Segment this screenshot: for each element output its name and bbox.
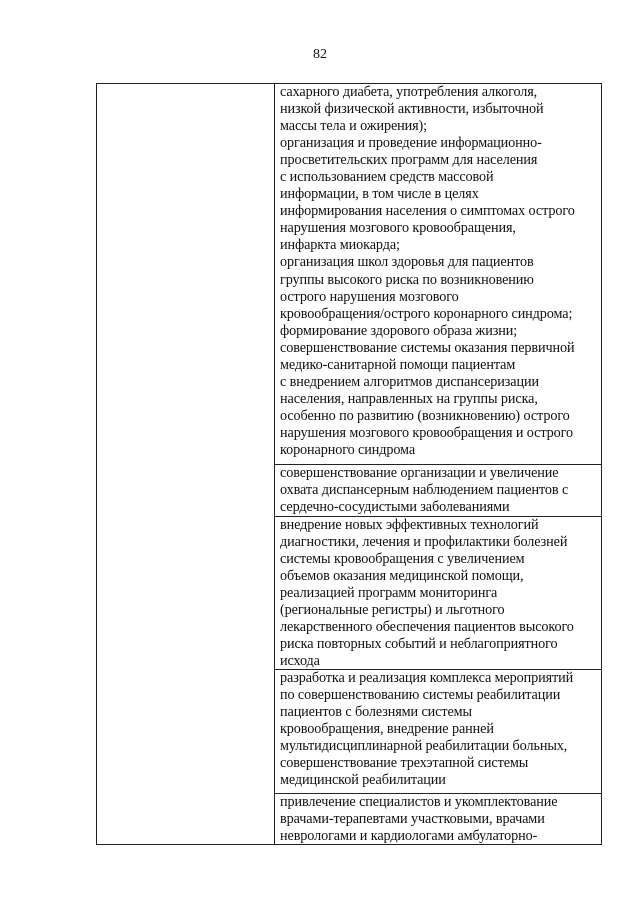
text-line: (региональные регистры) и льготного	[280, 602, 505, 619]
text-line: формирование здорового образа жизни;	[280, 322, 518, 339]
text-line: пациентов с болезнями системы	[280, 704, 472, 721]
text-line: с использованием средств массовой	[280, 169, 494, 186]
text-line: информации, в том числе в целях	[280, 186, 479, 203]
text-line: информирования населения о симптомах острого	[280, 203, 575, 220]
page-number: 82	[313, 47, 327, 62]
text-line: организация и проведение информационно-	[280, 135, 542, 152]
text-line: с внедрением алгоритмов диспансеризации	[280, 373, 539, 390]
text-line: диагностики, лечения и профилактики болезней	[280, 534, 568, 551]
text-line: риска повторных событий и неблагоприятного	[280, 636, 558, 653]
text-line: острого нарушения мозгового	[280, 288, 459, 305]
text-line: мультидисциплинарной реабилитации больных,	[280, 738, 568, 755]
text-line: кровообращения, внедрение ранней	[280, 721, 494, 738]
text-line: по совершенствованию системы реабилитации	[280, 687, 561, 704]
table-row	[275, 84, 601, 464]
text-line: населения, направленных на группы риска,	[280, 390, 538, 407]
text-line: нарушения мозгового кровообращения,	[280, 220, 516, 237]
text-line: кровообращения/острого коронарного синдрома;	[280, 305, 573, 322]
text-line: неврологами и кардиологами амбулаторно-	[280, 828, 538, 845]
text-line: особенно по развитию (возникновению) острого	[280, 407, 570, 424]
text-line: инфаркта миокарда;	[280, 237, 400, 254]
text-line: группы высокого риска по возникновению	[280, 271, 534, 288]
text-line: нарушения мозгового кровообращения и острого	[280, 424, 573, 441]
text-line: системы кровообращения с увеличением	[280, 551, 525, 568]
text-line: привлечение специалистов и укомплектование	[280, 794, 558, 810]
table-row	[275, 670, 601, 794]
text-line: врачами-терапевтами участковыми, врачами	[280, 811, 545, 828]
text-line: низкой физической активности, избыточной	[280, 101, 544, 118]
text-line: совершенствование системы оказания первичной	[280, 339, 575, 356]
text-line: медико-санитарной помощи пациентам	[280, 356, 516, 373]
table-right-column	[275, 84, 601, 844]
text-line: лекарственного обеспечения пациентов высокого	[280, 619, 574, 636]
text-line: массы тела и ожирения);	[280, 118, 428, 135]
text-line: внедрение новых эффективных технологий	[280, 517, 539, 533]
text-line: сахарного диабета, употребления алкоголя,	[280, 84, 538, 100]
text-line: охвата диспансерным наблюдением пациентов с	[280, 482, 569, 499]
table-left-column	[97, 84, 275, 844]
text-line: реализацией программ мониторинга	[280, 585, 498, 602]
text-line: исхода	[280, 653, 320, 670]
text-line: организация школ здоровья для пациентов	[280, 254, 534, 271]
text-line: совершенствование трехэтапной системы	[280, 755, 529, 772]
text-line: просветительских программ для населения	[280, 152, 538, 169]
table-row	[275, 517, 601, 670]
document-table	[96, 83, 602, 845]
table-row	[275, 465, 601, 517]
text-line: совершенствование организации и увеличение	[280, 465, 559, 481]
table-row	[275, 794, 601, 847]
text-line: разработка и реализация комплекса мероприятий	[280, 670, 574, 686]
text-line: коронарного синдрома	[280, 441, 416, 458]
text-line: объемов оказания медицинской помощи,	[280, 568, 524, 585]
text-line: медицинской реабилитации	[280, 772, 446, 789]
text-line: сердечно-сосудистыми заболеваниями	[280, 499, 510, 516]
